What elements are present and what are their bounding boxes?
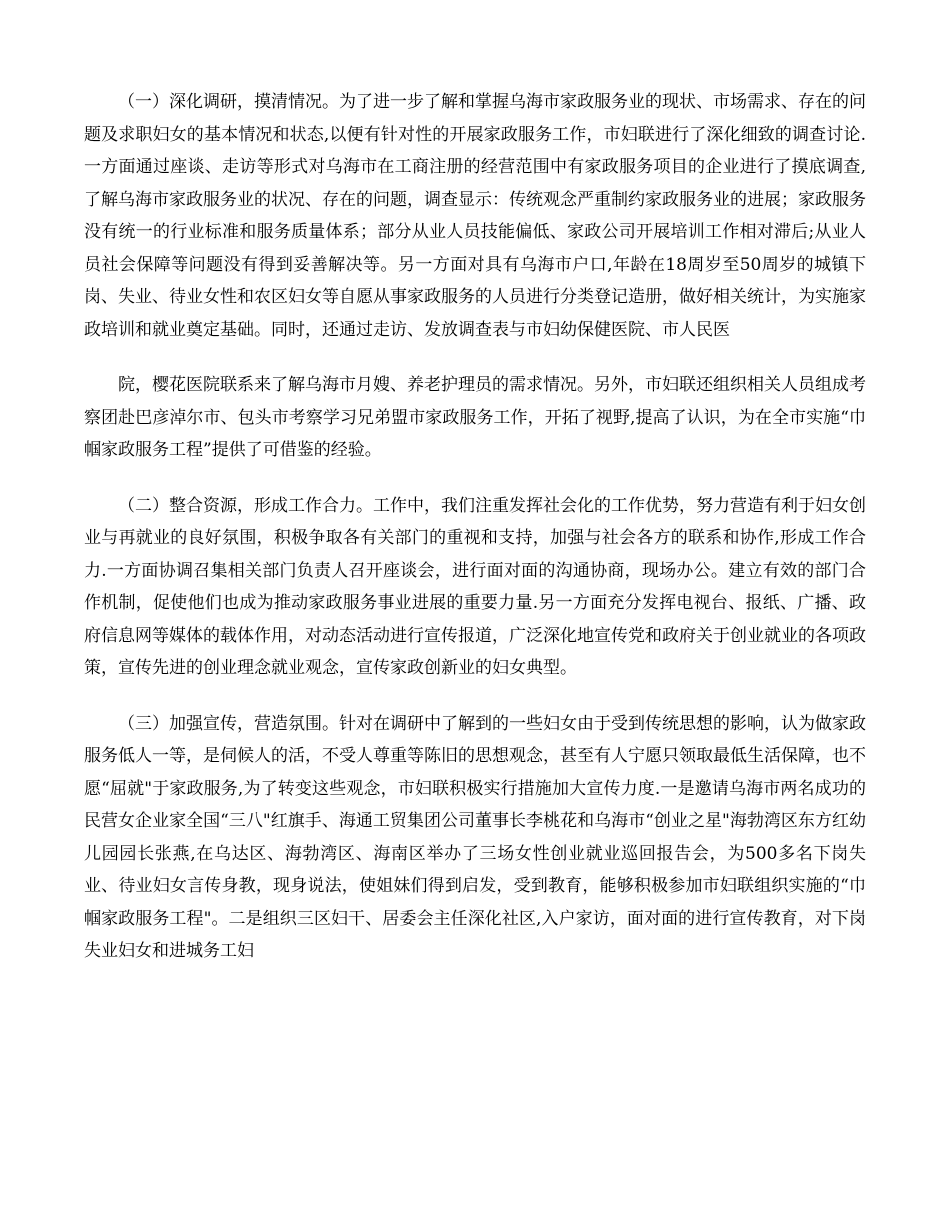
paragraph-survey-continued: 院，樱花医院联系来了解乌海市月嫂、养老护理员的需求情况。另外，市妇联还组织相关人员组成考察团赴巴彦淖尔市、包头市考察学习兄弟盟市家政服务工作，开拓了视野,提高了认识，为在全市实施“巾帼家政服务工程”提供了可借鉴的经验。	[84, 375, 866, 460]
paragraph-publicity: （三）加强宣传，营造氛围。针对在调研中了解到的一些妇女由于受到传统思想的影响，认为做家政服务低人一等，是伺候人的活，不受人尊重等陈旧的思想观念，甚至有人宁愿只领取最低生活保障，也不愿“屈就"于家政服务,为了转变这些观念，市妇联积极实行措施加大宣传力度.一是邀请乌海市两名成功的民营女企业家全国“三八"红旗手、海通工贸集团公司董事长李桃花和乌海市“创业之星"海勃湾区东方红幼儿园园长张燕,在乌达区、海勃湾区、海南区举办了三场女性创业就业巡回报告会，为500多名下岗失业、待业妇女言传身教，现身说法，使姐妹们得到启发，受到教育，能够积极参加市妇联组织实施的“巾帼家政服务工程"。二是组织三区妇干、居委会主任深化社区,入户家访，面对面的进行宣传教育，对下岗失业妇女和进城务工妇	[84, 713, 866, 961]
document-body	[84, 86, 866, 991]
paragraph-survey: （一）深化调研，摸清情况。为了进一步了解和掌握乌海市家政服务业的现状、市场需求、存在的问题及求职妇女的基本情况和状态,以便有针对性的开展家政服务工作，市妇联进行了深化细致的调查讨论.一方面通过座谈、走访等形式对乌海市在工商注册的经营范围中有家政服务项目的企业进行了摸底调查,了解乌海市家政服务业的状况、存在的问题，调查显示：传统观念严重制约家政服务业的进展；家政服务没有统一的行业标准和服务质量体系；部分从业人员技能偏低、家政公司开展培训工作相对滞后;从业人员社会保障等问题没有得到妥善解决等。另一方面对具有乌海市户口,年龄在18周岁至50周岁的城镇下岗、失业、待业女性和农区妇女等自愿从事家政服务的人员进行分类登记造册，做好相关统计，为实施家政培训和就业奠定基础。同时，还通过走访、发放调查表与市妇幼保健医院、市人民医	[84, 92, 866, 340]
paragraph-integrate-resources: （二）整合资源，形成工作合力。工作中，我们注重发挥社会化的工作优势，努力营造有利于妇女创业与再就业的良好氛围，积极争取各有关部门的重视和支持，加强与社会各方的联系和协作,形成工作合力.一方面协调召集相关部门负责人召开座谈会，进行面对面的沟通协商，现场办公。建立有效的部门合作机制，促使他们也成为推动家政服务事业进展的重要力量.另一方面充分发挥电视台、报纸、广播、政府信息网等媒体的载体作用，对动态活动进行宣传报道，广泛深化地宣传党和政府关于创业就业的各项政策，宣传先进的创业理念就业观念，宣传家政创新业的妇女典型。	[84, 495, 866, 678]
